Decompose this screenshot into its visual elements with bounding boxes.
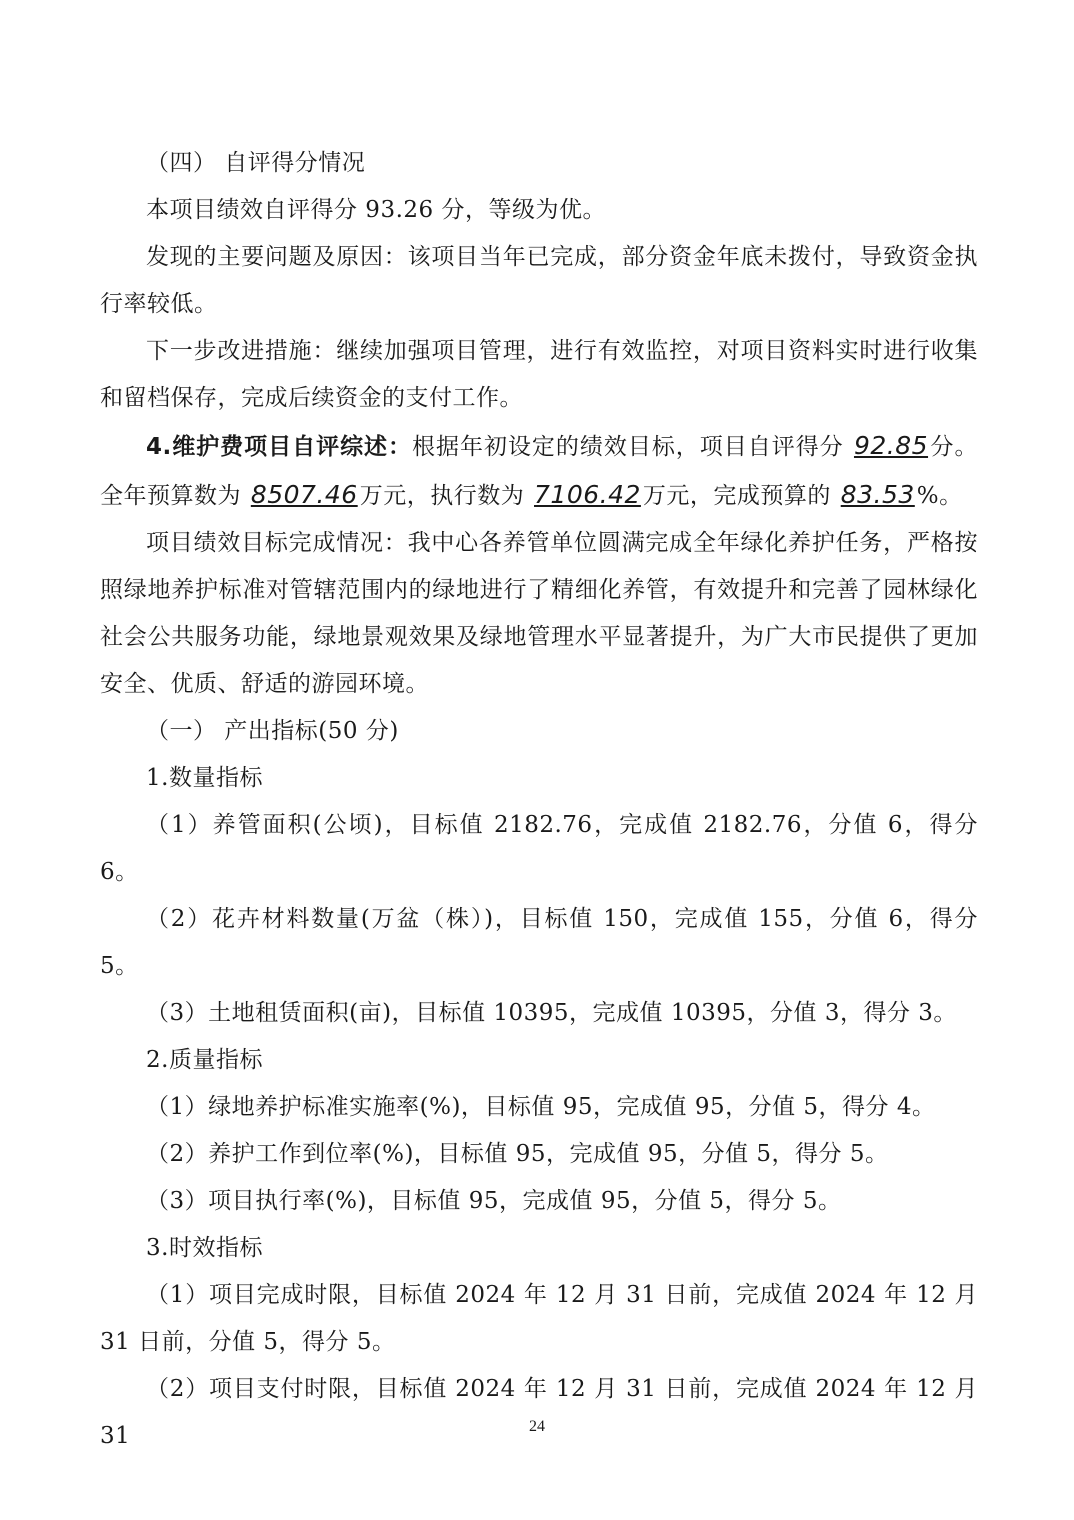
quality-item: （3）项目执行率(%)，目标值 95，完成值 95，分值 5，得分 5。 xyxy=(146,1188,842,1214)
quality-item: （1）绿地养护标准实施率(%)，目标值 95，完成值 95，分值 5，得分 4。 xyxy=(146,1094,936,1120)
page-number: 24 xyxy=(529,1418,545,1435)
maintenance-intro-e: %。 xyxy=(916,483,963,509)
maintenance-executed: 7106.42 xyxy=(534,480,641,509)
quantity-heading: 1.数量指标 xyxy=(146,765,263,791)
timeliness-item: （2）项目支付时限，目标值 2024 年 12 月 31 日前，完成值 2024 年 12 月 31 xyxy=(100,1376,978,1449)
maintenance-score: 92.85 xyxy=(853,431,929,460)
self-score-text: 本项目绩效自评得分 93.26 分，等级为优。 xyxy=(146,197,606,223)
problems-paragraph: 发现的主要问题及原因：该项目当年已完成，部分资金年底未拨付，导致资金执行率较低。 xyxy=(100,244,978,317)
quantity-item: （1）养管面积(公顷)，目标值 2182.76，完成值 2182.76，分值 6，得分 6。 xyxy=(100,812,978,885)
quality-heading: 2.质量指标 xyxy=(146,1047,263,1073)
maintenance-summary-paragraph xyxy=(100,422,978,520)
maintenance-intro-c: 万元，执行数为 xyxy=(359,483,525,509)
maintenance-rate: 83.53 xyxy=(840,480,915,509)
quantity-item: （2）花卉材料数量(万盆（株）)，目标值 150，完成值 155，分值 6，得分 5。 xyxy=(100,906,978,979)
completion-paragraph: 项目绩效目标完成情况：我中心各养管单位圆满完成全年绿化养护任务，严格按照绿地养护标准对管辖范围内的绿地进行了精细化养管，有效提升和完善了园林绿化社会公共服务功能，绿地景观效果及绿地管理水平显著提升，为广大市民提供了更加安全、优质、舒适的游园环境。 xyxy=(100,530,978,697)
timeliness-heading: 3.时效指标 xyxy=(146,1235,263,1261)
output-indicators-heading: （一） 产出指标(50 分) xyxy=(146,718,399,744)
maintenance-budget: 8507.46 xyxy=(250,480,358,509)
maintenance-intro-b: 分。全年预算数为 xyxy=(100,434,979,509)
maintenance-intro-d: 万元，完成预算的 xyxy=(642,483,831,509)
maintenance-intro-a: 根据年初设定的绩效目标，项目自评得分 xyxy=(412,434,844,460)
quantity-item: （3）土地租赁面积(亩)，目标值 10395，完成值 10395，分值 3，得分 3。 xyxy=(146,1000,957,1026)
document-body xyxy=(100,140,978,1460)
maintenance-title: 4.维护费项目自评综述： xyxy=(146,434,413,460)
quality-item: （2）养护工作到位率(%)，目标值 95，完成值 95，分值 5，得分 5。 xyxy=(146,1141,889,1167)
timeliness-item: （1）项目完成时限，目标值 2024 年 12 月 31 日前，完成值 2024 年 12 月 31 日前，分值 5，得分 5。 xyxy=(100,1282,978,1355)
next-steps-paragraph: 下一步改进措施：继续加强项目管理，进行有效监控，对项目资料实时进行收集和留档保存，完成后续资金的支付工作。 xyxy=(100,338,978,411)
section-four-heading: （四） 自评得分情况 xyxy=(146,150,366,176)
